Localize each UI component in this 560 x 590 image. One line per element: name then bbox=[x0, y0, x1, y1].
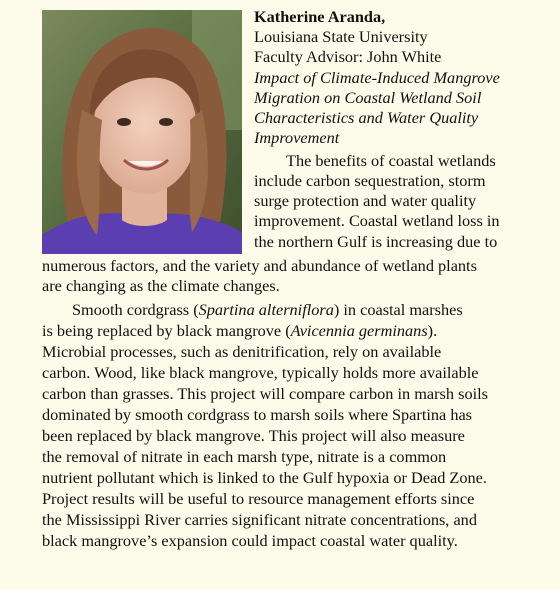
paragraph-line: improvement. Coastal wetland loss in bbox=[254, 211, 500, 230]
paragraph-line: dominated by smooth cordgrass to marsh soils where Spartina has bbox=[42, 405, 473, 424]
paragraph-line: numerous factors, and the variety and abundance of wetland plants bbox=[42, 256, 477, 275]
project-title-line: Improvement bbox=[254, 128, 340, 147]
paragraph-line bbox=[72, 300, 463, 319]
paragraph-line: Project results will be useful to resource management efforts since bbox=[42, 489, 475, 508]
text-run: ). bbox=[427, 321, 438, 340]
paragraph-line: surge protection and water quality bbox=[254, 191, 477, 210]
text-run: Smooth cordgrass ( bbox=[72, 300, 199, 319]
text-run: ) in coastal marshes bbox=[333, 300, 463, 319]
student-portrait-photo bbox=[42, 10, 242, 254]
text-run: is being replaced by black mangrove ( bbox=[42, 321, 291, 340]
paragraph-line: are changing as the climate changes. bbox=[42, 276, 280, 295]
project-title-line: Characteristics and Water Quality bbox=[254, 108, 479, 127]
paragraph-line: the removal of nitrate in each marsh type, nitrate is a common bbox=[42, 447, 447, 466]
paragraph-line: nutrient pollutant which is linked to the Gulf hypoxia or Dead Zone. bbox=[42, 468, 487, 487]
paragraph-line: carbon than grasses. This project will compare carbon in marsh soils bbox=[42, 384, 488, 403]
paragraph-line bbox=[42, 321, 437, 340]
university: Louisiana State University bbox=[254, 27, 428, 46]
paragraph-line: the northern Gulf is increasing due to bbox=[254, 232, 498, 251]
project-title-line: Migration on Coastal Wetland Soil bbox=[254, 88, 482, 107]
project-title-line: Impact of Climate-Induced Mangrove bbox=[254, 68, 500, 87]
paragraph-line: black mangrove’s expansion could impact coastal water quality. bbox=[42, 531, 458, 550]
paragraph-line: include carbon sequestration, storm bbox=[254, 171, 486, 190]
species-name: Avicennia germinans bbox=[290, 321, 428, 340]
student-name: Katherine Aranda, bbox=[254, 7, 386, 26]
paragraph-line: been replaced by black mangrove. This project will also measure bbox=[42, 426, 465, 445]
paragraph-line: carbon. Wood, like black mangrove, typically holds more available bbox=[42, 363, 479, 382]
paragraph-line: the Mississippi River carries significant nitrate concentrations, and bbox=[42, 510, 477, 529]
faculty-advisor: Faculty Advisor: John White bbox=[254, 47, 442, 66]
paragraph-line: The benefits of coastal wetlands bbox=[286, 151, 496, 170]
paragraph-line: Microbial processes, such as denitrification, rely on available bbox=[42, 342, 442, 361]
species-name: Spartina alterniflora bbox=[198, 300, 334, 319]
